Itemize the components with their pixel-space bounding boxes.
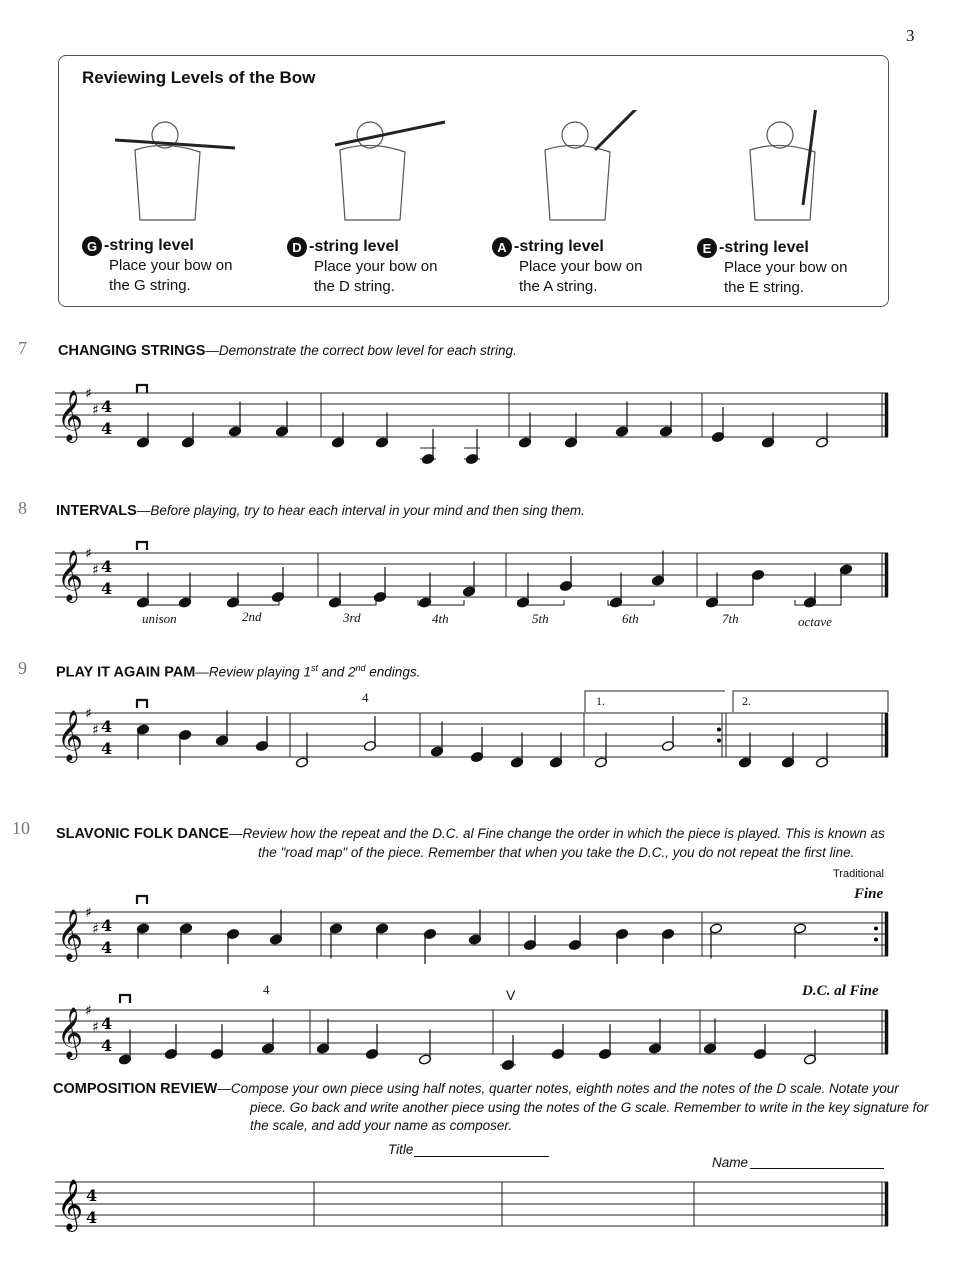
level-line2: the D string. (314, 278, 395, 295)
level-line1: Place your bow on (724, 259, 848, 276)
time-signature-bottom: 4 (101, 938, 113, 957)
sharp-sign: ♯ (92, 921, 99, 938)
treble-clef: 𝄞 (57, 1179, 84, 1230)
level-line1: Place your bow on (109, 257, 233, 274)
time-signature-top: 4 (86, 1186, 98, 1205)
interval-label: octave (798, 614, 832, 629)
time-signature-bottom: 4 (101, 1036, 113, 1055)
treble-clef: 𝄞 (57, 390, 84, 441)
level-heading: -string level (514, 238, 604, 255)
time-signature-bottom: 4 (101, 419, 113, 438)
exercise-number: 7 (18, 338, 27, 358)
instruction-pre: —Review playing 1 (195, 664, 311, 680)
time-signature-bottom: 4 (101, 739, 113, 758)
exercise-title: CHANGING STRINGS (58, 343, 206, 359)
repeat-dot (717, 739, 721, 743)
downbow-mark (137, 542, 147, 550)
bow-levels-title: Reviewing Levels of the Bow (82, 68, 316, 87)
repeat-dot (717, 728, 721, 732)
exercise-instruction: —Before playing, try to hear each interval in your mind and then sing them. (136, 503, 585, 518)
time-signature-bottom: 4 (86, 1208, 98, 1227)
sharp-sign: ♯ (85, 905, 92, 921)
upbow-mark: V (506, 987, 516, 1003)
superscript-nd: nd (355, 663, 366, 673)
interval-label: 6th (622, 611, 639, 626)
g-letter-badge: G (82, 236, 102, 256)
sharp-sign: ♯ (92, 562, 99, 579)
sharp-sign: ♯ (85, 546, 92, 562)
a-letter-badge: A (492, 237, 512, 257)
exercise-number: 10 (12, 818, 30, 838)
traditional-credit: Traditional (833, 868, 884, 880)
page-number: 3 (906, 26, 915, 45)
time-signature-top: 4 (101, 717, 113, 736)
composition-instruction-line1: —Compose your own piece using half notes, quarter notes, eighth notes and the notes of the D scale. Notate your (217, 1081, 899, 1096)
instruction-post: endings. (365, 664, 421, 680)
repeat-dot (874, 927, 878, 931)
e-letter-badge: E (697, 238, 717, 258)
level-heading: -string level (719, 239, 809, 256)
treble-clef: 𝄞 (57, 550, 84, 601)
time-signature-bottom: 4 (101, 579, 113, 598)
fingering-number: 4 (263, 982, 270, 997)
second-ending-label: 2. (742, 694, 751, 708)
level-line2: the G string. (109, 277, 191, 294)
composition-instruction-line2: piece. Go back and write another piece using the notes of the G scale. Remember to write in the key signature for (250, 1100, 929, 1115)
superscript-st: st (310, 663, 318, 673)
sharp-sign: ♯ (85, 706, 92, 722)
exercise-number: 9 (18, 658, 27, 678)
sharp-sign: ♯ (85, 1003, 92, 1019)
exercise-title: INTERVALS (56, 503, 137, 519)
interval-label: 7th (722, 611, 739, 626)
level-line1: Place your bow on (314, 258, 438, 275)
sharp-sign: ♯ (92, 722, 99, 739)
time-signature-top: 4 (101, 397, 113, 416)
dc-al-fine-marking: D.C. al Fine (802, 983, 879, 999)
treble-clef: 𝄞 (57, 710, 84, 761)
sharp-sign: ♯ (92, 402, 99, 419)
level-heading: -string level (104, 237, 194, 254)
d-letter-badge: D (287, 237, 307, 257)
level-line1: Place your bow on (519, 258, 643, 275)
downbow-mark (120, 995, 130, 1003)
level-line2: the E string. (724, 279, 805, 296)
downbow-mark (137, 700, 147, 708)
interval-label: 3rd (343, 610, 361, 625)
time-signature-top: 4 (101, 916, 113, 935)
interval-label: 5th (532, 611, 549, 626)
composition-title: COMPOSITION REVIEW (53, 1081, 218, 1097)
interval-label: 4th (432, 611, 449, 626)
interval-bracket (795, 600, 841, 605)
exercise-number: 8 (18, 498, 27, 518)
composition-instruction-line3: the scale, and add your name as composer. (250, 1118, 513, 1133)
time-signature-top: 4 (101, 1014, 113, 1033)
time-signature-top: 4 (101, 557, 113, 576)
level-heading: -string level (309, 238, 399, 255)
treble-clef: 𝄞 (57, 909, 84, 960)
exercise-title: SLAVONIC FOLK DANCE (56, 826, 229, 842)
level-line2: the A string. (519, 278, 598, 295)
exercise-instruction: —Review how the repeat and the D.C. al Fine change the order in which the piece is played. This is known as (228, 826, 885, 841)
first-ending-bracket (585, 691, 725, 712)
name-label: Name (712, 1155, 749, 1170)
interval-label: unison (142, 611, 177, 626)
title-label: Title (388, 1142, 414, 1157)
exercise-instruction: —Demonstrate the correct bow level for each string. (205, 343, 517, 358)
exercise-title: PLAY IT AGAIN PAM (56, 664, 196, 681)
instruction-mid: and 2 (317, 664, 356, 680)
downbow-mark (137, 896, 147, 904)
first-ending-label: 1. (596, 694, 605, 708)
sharp-sign: ♯ (92, 1019, 99, 1036)
exercise-10-instruction-line2: the "road map" of the piece. Remember that when you take the D.C., you do not repeat the first line. (258, 845, 855, 860)
second-ending-bracket (733, 691, 888, 712)
fine-marking: Fine (854, 886, 884, 902)
fingering-number: 4 (362, 690, 369, 705)
sharp-sign: ♯ (85, 386, 92, 402)
downbow-mark (137, 385, 147, 393)
treble-clef: 𝄞 (57, 1007, 84, 1058)
interval-label: 2nd (242, 609, 262, 624)
repeat-dot (874, 938, 878, 942)
